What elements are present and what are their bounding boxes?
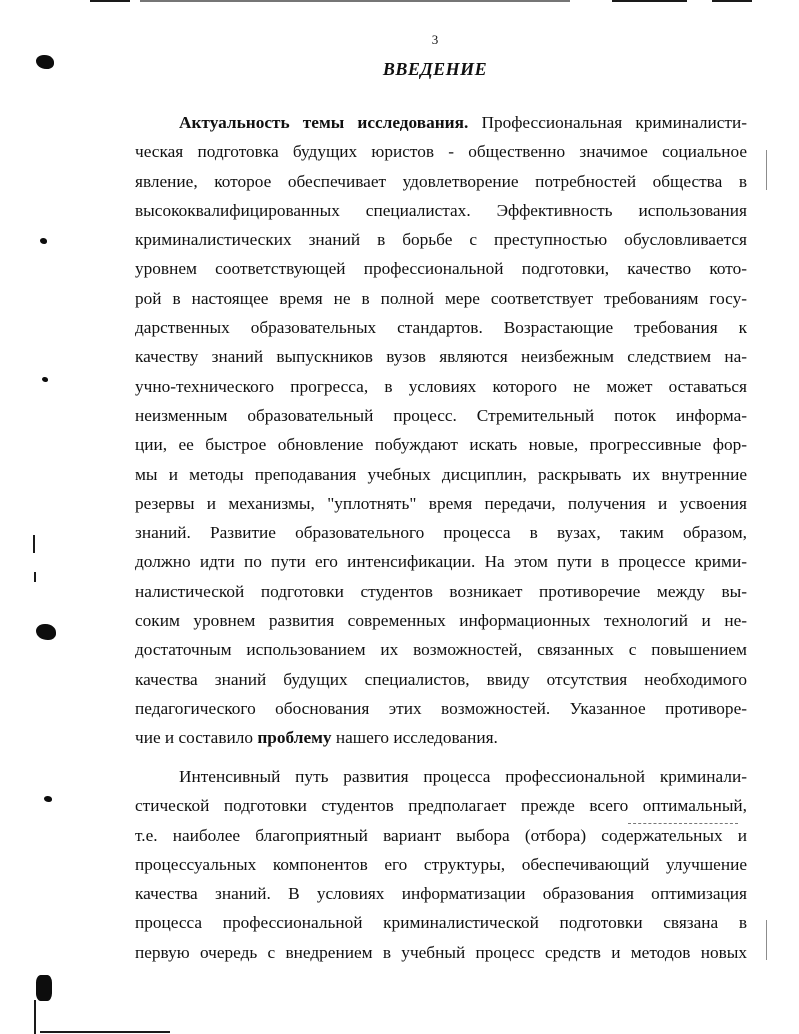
paragraph-line: качества знаний будущих специалистов, ввиду отсутствия необходимого: [135, 669, 747, 689]
paragraph-line: т.е. наиболее благоприятный вариант выбора (отбора) содержательных и: [135, 825, 747, 845]
paragraph-line: Интенсивный путь развития процесса профессиональной криминали-: [179, 767, 747, 786]
paragraph-line: криминалистических знаний в борьбе с преступностью обусловливается: [135, 230, 747, 250]
paragraph-line: высококвалифицированных специалистах. Эффективность использования: [135, 200, 747, 220]
punch-hole-blot-icon: [36, 624, 56, 640]
scan-artifact-top-left: [90, 0, 130, 2]
paragraph-line: стической подготовки студентов предполагает прежде всего оптимальный,: [135, 796, 747, 816]
scan-dot-icon: [44, 796, 52, 802]
scan-edge-right: [766, 150, 767, 190]
paragraph-line: налистической подготовки студентов возникает противоречие между вы-: [135, 581, 747, 601]
pencil-underline: [628, 823, 738, 825]
paragraph-lead: Актуальность темы исследования.: [179, 113, 469, 132]
scan-artifact-top-far-right: [712, 0, 752, 2]
paragraph-line: знаний. Развитие образовательного процесса в вузах, таким образом,: [135, 523, 747, 543]
paragraph-line: ческая подготовка будущих юристов - общественно значимое социальное: [135, 142, 747, 162]
paragraph-line: рой в настоящее время не в полной мере соответствует требованиям госу-: [135, 288, 747, 308]
paragraph-line: соким уровнем развития современных информационных технологий и не-: [135, 611, 747, 631]
scan-edge-mark: [34, 572, 36, 582]
paragraph-line: явление, которое обеспечивает удовлетворение потребностей общества в: [135, 171, 747, 191]
paragraph-line: первую очередь с внедрением в учебный процесс средств и методов новых: [135, 942, 747, 962]
paragraph-line: неизменным образовательный процесс. Стремительный поток информа-: [135, 405, 747, 425]
paragraph-line: дарственных образовательных стандартов. Возрастающие требования к: [135, 318, 747, 338]
paragraph-line: чие и составило проблему нашего исследования.: [135, 728, 498, 748]
paragraph-line: Актуальность темы исследования. Профессиональная криминалисти-: [179, 113, 747, 132]
emphasis-problem: проблему: [257, 728, 332, 748]
scan-edge-bottom: [40, 1031, 170, 1033]
paragraph-line: педагогического обоснования этих возможностей. Указанное противоре-: [135, 698, 747, 718]
scan-artifact-top-center: [140, 0, 570, 2]
paragraph-relevance: [135, 108, 747, 753]
scan-edge-mark: [34, 1000, 36, 1034]
paragraph-line: качества знаний. В условиях информатизации образования оптимизация: [135, 884, 747, 904]
section-heading: ВВЕДЕНИЕ: [382, 59, 488, 79]
paragraph-line: должно идти по пути его интенсификации. На этом пути в процессе крими-: [135, 552, 747, 572]
scan-artifact-top-right: [612, 0, 687, 2]
paragraph-line: достаточным использованием их возможностей, связанных с повышением: [135, 640, 747, 660]
paragraph-line: ции, ее быстрое обновление побуждают искать новые, прогрессивные фор-: [135, 435, 747, 455]
paragraph-intensive-path: [135, 762, 747, 967]
scan-dot-icon: [42, 377, 48, 382]
scan-edge-mark: [33, 535, 35, 553]
paragraph-line: учно-технического прогресса, в условиях которого не может оставаться: [135, 376, 747, 396]
punch-hole-blot-icon: [36, 975, 52, 1001]
paragraph-line: резервы и механизмы, "уплотнять" время передачи, получения и усвоения: [135, 493, 747, 513]
paragraph-line: уровнем соответствующей профессиональной подготовки, качество кото-: [135, 259, 747, 279]
paragraph-line: качеству знаний выпускников вузов являются неизбежным следствием на-: [135, 347, 747, 367]
scan-dot-icon: [40, 238, 47, 244]
paragraph-line: процесса профессиональной криминалистической подготовки связана в: [135, 913, 747, 933]
paragraph-line: процессуальных компонентов его структуры, обеспечивающий улучшение: [135, 854, 747, 874]
page-number: 3: [431, 32, 439, 47]
paragraph-line: мы и методы преподавания учебных дисциплин, раскрывать их внутренние: [135, 464, 747, 484]
scan-edge-right: [766, 920, 767, 960]
